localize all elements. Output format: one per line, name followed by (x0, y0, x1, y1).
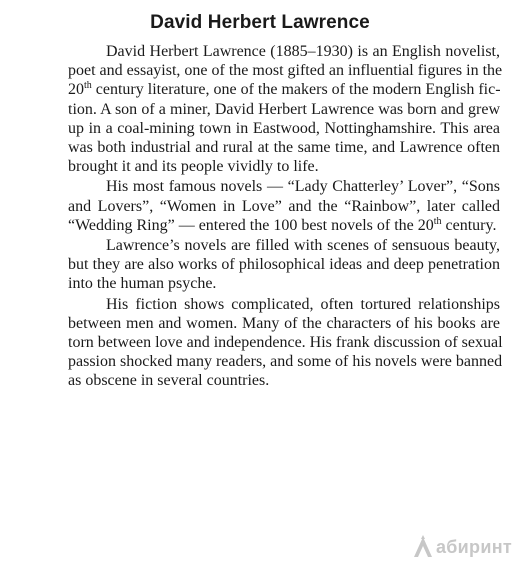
text-line: tion. A son of a miner, David Herbert Lawrence was born and grew (68, 100, 500, 118)
paragraph (30, 236, 500, 294)
superscript: th (84, 80, 92, 92)
text-run: century. (441, 216, 497, 234)
paragraph (30, 295, 503, 391)
paragraph (30, 177, 500, 235)
text-line: and Lovers”, “Women in Love” and the “Rainbow”, later called (68, 197, 500, 215)
text-line: poet and essayist, one of the most gifted an influential figures in the (68, 62, 503, 80)
text-run: century literature, one of the makers of the modern English fic- (91, 81, 501, 99)
labirint-logo-icon (412, 535, 434, 559)
text-line: into the human psyche. (68, 275, 217, 293)
text-line: but they are also works of philosophical ideas and deep penetration (68, 256, 500, 274)
text-line: was both industrial and rural at the same time, and Lawrence often (68, 139, 500, 157)
watermark (412, 535, 512, 559)
text-line: as obscene in several countries. (68, 372, 270, 390)
text-line: up in a coal-mining town in Eastwood, Nottinghamshire. This area (68, 119, 500, 137)
superscript: th (433, 215, 442, 227)
text-line: between men and women. Many of the characters of his books are (68, 314, 500, 332)
text-line: David Herbert Lawrence (1885–1930) is an English novelist, (106, 43, 500, 60)
text-line: His most famous novels — “Lady Chatterley’ Lover”, “Sons (106, 178, 500, 196)
text-line (30, 80, 500, 99)
text-line: His fiction shows complicated, often tortured relationships (106, 295, 500, 313)
text-line: Lawrence’s novels are filled with scenes of sensuous beauty, (106, 237, 500, 255)
text-line: brought it and its people vividly to life. (68, 158, 319, 176)
text-line: passion shocked many readers, and some of his novels were banned (68, 353, 503, 371)
watermark-text: абиринт (435, 536, 512, 557)
text-line (30, 216, 500, 235)
paragraph (30, 42, 503, 176)
text-run: 20 (68, 81, 84, 99)
document-title: David Herbert Lawrence (150, 12, 370, 33)
text-run: “Wedding Ring” — entered the 100 best novels of the 20 (68, 216, 434, 234)
body-text (30, 42, 503, 392)
text-line: torn between love and independence. His frank discussion of sexual (68, 334, 503, 352)
